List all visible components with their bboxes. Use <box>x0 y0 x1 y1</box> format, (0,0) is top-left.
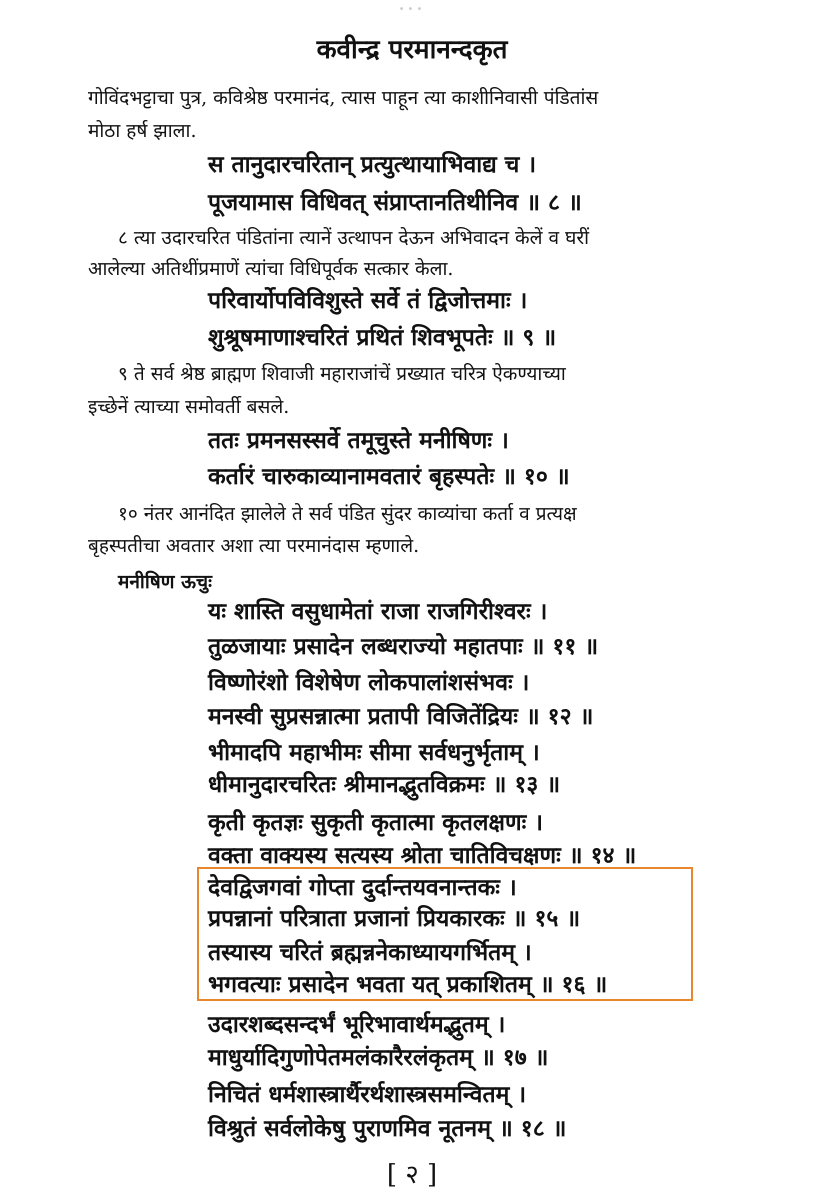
verse-line-highlighted: भगवत्याः प्रसादेन भवता यत् प्रकाशितम् ॥ १६ ॥ <box>208 971 608 998</box>
prose-line: ९ ते सर्व श्रेष्ठ ब्राह्मण शिवाजी महाराजांचें प्रख्यात चरित्र ऐकण्याच्या <box>118 363 566 385</box>
verse-line: ततः प्रमनसस्सर्वे तमूचुस्ते मनीषिणः । <box>208 427 509 454</box>
page-number: [ २ ] <box>386 1160 438 1190</box>
page-header-title: कवीन्द्र परमानन्दकृत <box>316 35 508 65</box>
prose-line: ८ त्या उदारचरित पंडितांना त्यानें उत्थापन देऊन अभिवादन केलें व घरीं <box>118 227 590 249</box>
prose-line: मोठा हर्ष झाला. <box>88 120 197 142</box>
verse-line: शुश्रूषमाणाश्चरितं प्रथितं शिवभूपतेः ॥ ९ ॥ <box>208 324 557 351</box>
prose-line: इच्छेनें त्याच्या समोवर्ती बसले. <box>88 396 290 418</box>
verse-line: वक्ता वाक्यस्य सत्यस्य श्रोता चातिविचक्षणः ॥ १४ ॥ <box>208 842 637 869</box>
verse-line: उदारशब्दसन्दर्भं भूरिभावार्थमद्भुतम् । <box>208 1011 506 1038</box>
verse-line: माधुर्यादिगुणोपेतमलंकारैरलंकृतम् ॥ १७ ॥ <box>208 1044 549 1071</box>
prose-line: बृहस्पतीचा अवतार अशा त्या परमानंदास म्हणाले. <box>88 535 420 557</box>
verse-line-highlighted: तस्यास्य चरितं ब्रह्मन्ननेकाध्यायगर्भितम् । <box>208 939 532 966</box>
verse-line: मनस्वी सुप्रसन्नात्मा प्रतापी विजितेंद्रियः ॥ १२ ॥ <box>208 703 594 730</box>
verse-line-highlighted: देवद्विजगवां गोप्ता दुर्दान्तयवनान्तकः । <box>208 874 517 901</box>
prose-line: आलेल्या अतिथींप्रमाणें त्यांचा विधिपूर्वक सत्कार केला. <box>88 258 454 280</box>
verse-line: कर्तारं चारुकाव्यानामवतारं बृहस्पतेः ॥ १० ॥ <box>208 463 570 490</box>
verse-line-highlighted: प्रपन्नानां परित्राता प्रजानां प्रियकारकः ॥ १५ ॥ <box>208 905 581 932</box>
top-drag-handle-dots: ••• <box>398 4 426 15</box>
prose-line: १० नंतर आनंदित झालेले ते सर्व पंडित सुंदर काव्यांचा कर्ता व प्रत्यक्ष <box>118 503 577 525</box>
verse-line: विश्रुतं सर्वलोकेषु पुराणमिव नूतनम् ॥ १८ ॥ <box>208 1115 567 1142</box>
verse-line: पूजयामास विधिवत् संप्राप्तानतिथीनिव ॥ ८ ॥ <box>208 189 582 216</box>
verse-line: कृती कृतज्ञः सुकृती कृतात्मा कृतलक्षणः । <box>208 809 543 836</box>
verse-line: स तानुदारचरितान् प्रत्युत्थायाभिवाद्य च । <box>208 151 537 178</box>
verse-line: तुळजायाः प्रसादेन लब्धराज्यो महातपाः ॥ ११ ॥ <box>208 633 599 660</box>
prose-line: गोविंदभट्टाचा पुत्र, कविश्रेष्ठ परमानंद, त्यास पाहून त्या काशीनिवासी पंडितांस <box>88 87 599 109</box>
verse-line: विष्णोरंशो विशेषेण लोकपालांशसंभवः । <box>208 669 530 696</box>
verse-line: परिवार्योपविविशुस्ते सर्वे तं द्विजोत्तमाः । <box>208 287 528 314</box>
verse-line: भीमादपि महाभीमः सीमा सर्वधनुर्भृताम् । <box>208 739 540 766</box>
verse-line: यः शास्ति वसुधामेतां राजा राजगिरीश्वरः । <box>208 598 548 625</box>
speaker-label: मनीषिण ऊचुः <box>118 571 212 593</box>
verse-line: धीमानुदारचरितः श्रीमानद्भुतविक्रमः ॥ १३ ॥ <box>208 771 561 798</box>
verse-line: निचितं धर्मशास्त्रार्थैरर्थशास्त्रसमन्वितम् । <box>208 1081 527 1108</box>
